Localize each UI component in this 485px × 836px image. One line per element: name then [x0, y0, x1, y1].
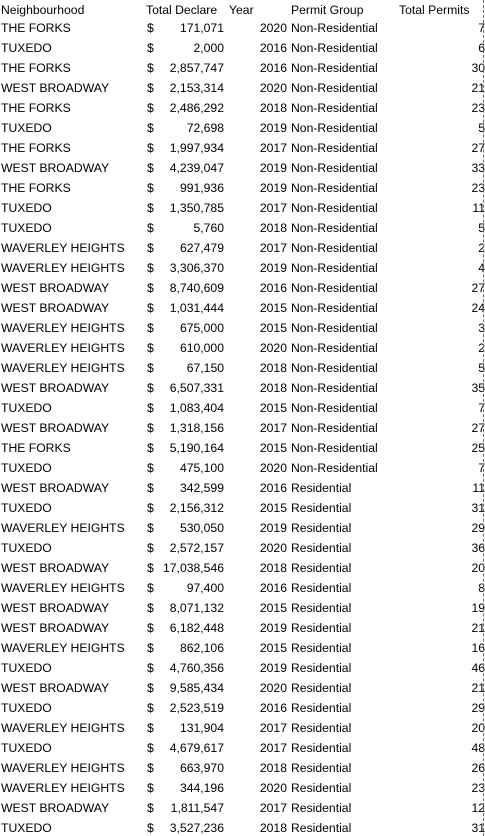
cell-year[interactable]: 2019 [259, 521, 287, 535]
cell-total-declared[interactable]: 5,760 [193, 221, 224, 235]
cell-neighbourhood[interactable]: WEST BROADWAY [1, 281, 110, 295]
cell-permit-group[interactable]: Residential [291, 501, 352, 515]
cell-currency-symbol[interactable]: $ [147, 261, 154, 275]
cell-permit-group[interactable]: Residential [291, 661, 352, 675]
cell-year[interactable]: 2015 [259, 641, 287, 655]
cell-currency-symbol[interactable]: $ [147, 41, 154, 55]
cell-currency-symbol[interactable]: $ [147, 181, 154, 195]
cell-permit-group[interactable]: Residential [291, 621, 352, 635]
table-row [0, 218, 485, 238]
cell-neighbourhood[interactable]: WAVERLEY HEIGHTS [1, 261, 125, 275]
cell-permit-group[interactable]: Residential [291, 781, 352, 795]
cell-neighbourhood[interactable]: WAVERLEY HEIGHTS [1, 241, 125, 255]
cell-neighbourhood[interactable]: TUXEDO [1, 541, 52, 555]
cell-permit-group[interactable]: Residential [291, 521, 352, 535]
cell-year[interactable]: 2017 [259, 141, 287, 155]
table-row [0, 238, 485, 258]
cell-permit-group[interactable]: Non-Residential [291, 341, 378, 355]
cell-total-permits[interactable]: 7 [478, 401, 485, 415]
cell-neighbourhood[interactable]: WAVERLEY HEIGHTS [1, 321, 125, 335]
cell-year[interactable]: 2015 [259, 601, 287, 615]
cell-total-permits[interactable]: 6 [478, 41, 485, 55]
cell-neighbourhood[interactable]: THE FORKS [1, 181, 71, 195]
table-row [0, 278, 485, 298]
cell-year[interactable]: 2017 [259, 741, 287, 755]
cell-total-permits[interactable]: 2 [478, 341, 485, 355]
cell-year[interactable]: 2015 [259, 301, 287, 315]
cell-total-permits[interactable]: 27 [471, 281, 485, 295]
table-row [0, 598, 485, 618]
cell-year[interactable]: 2018 [259, 381, 287, 395]
cell-permit-group[interactable]: Non-Residential [291, 101, 378, 115]
cell-currency-symbol[interactable]: $ [147, 821, 154, 835]
cell-total-declared[interactable]: 8,740,609 [169, 281, 224, 295]
cell-permit-group[interactable]: Non-Residential [291, 61, 378, 75]
table-row [0, 798, 485, 818]
cell-total-declared[interactable]: 6,507,331 [169, 381, 224, 395]
cell-currency-symbol[interactable]: $ [147, 141, 154, 155]
cell-year[interactable]: 2016 [259, 61, 287, 75]
cell-neighbourhood[interactable]: TUXEDO [1, 661, 52, 675]
cell-neighbourhood[interactable]: WEST BROADWAY [1, 621, 110, 635]
header-total-permits[interactable]: Total Permits [399, 3, 470, 17]
cell-currency-symbol[interactable]: $ [147, 121, 154, 135]
cell-year[interactable]: 2015 [259, 401, 287, 415]
cell-total-declared[interactable]: 2,523,519 [169, 701, 224, 715]
cell-total-permits[interactable]: 21 [471, 81, 485, 95]
table-row [0, 538, 485, 558]
cell-permit-group[interactable]: Residential [291, 601, 352, 615]
cell-total-declared[interactable]: 2,156,312 [169, 501, 224, 515]
cell-total-declared[interactable]: 1,031,444 [169, 301, 224, 315]
cell-currency-symbol[interactable]: $ [147, 301, 154, 315]
cell-year[interactable]: 2020 [259, 781, 287, 795]
cell-year[interactable]: 2019 [259, 181, 287, 195]
cell-neighbourhood[interactable]: TUXEDO [1, 201, 52, 215]
cell-currency-symbol[interactable]: $ [147, 661, 154, 675]
cell-total-declared[interactable]: 675,000 [179, 321, 224, 335]
cell-total-declared[interactable]: 1,318,156 [169, 421, 224, 435]
table-row [0, 258, 485, 278]
cell-neighbourhood[interactable]: WAVERLEY HEIGHTS [1, 581, 125, 595]
cell-currency-symbol[interactable]: $ [147, 561, 154, 575]
cell-year[interactable]: 2018 [259, 561, 287, 575]
header-total-declared[interactable]: Total Declare [146, 3, 218, 17]
cell-total-permits[interactable]: 25 [471, 441, 485, 455]
cell-total-permits[interactable]: 23 [471, 181, 485, 195]
cell-permit-group[interactable]: Residential [291, 701, 352, 715]
cell-neighbourhood[interactable]: WEST BROADWAY [1, 601, 110, 615]
table-row [0, 318, 485, 338]
cell-currency-symbol[interactable]: $ [147, 221, 154, 235]
cell-neighbourhood[interactable]: WAVERLEY HEIGHTS [1, 781, 125, 795]
cell-year[interactable]: 2019 [259, 161, 287, 175]
table-row [0, 398, 485, 418]
cell-year[interactable]: 2016 [259, 281, 287, 295]
cell-total-declared[interactable]: 663,970 [179, 761, 224, 775]
table-row [0, 618, 485, 638]
cell-permit-group[interactable]: Residential [291, 801, 352, 815]
table-row [0, 678, 485, 698]
cell-total-declared[interactable]: 131,904 [179, 721, 224, 735]
cell-currency-symbol[interactable]: $ [147, 741, 154, 755]
cell-total-declared[interactable]: 67,150 [186, 361, 224, 375]
table-row [0, 198, 485, 218]
cell-currency-symbol[interactable]: $ [147, 241, 154, 255]
cell-total-permits[interactable]: 11 [472, 481, 485, 495]
cell-permit-group[interactable]: Residential [291, 721, 352, 735]
cell-currency-symbol[interactable]: $ [147, 501, 154, 515]
table-row [0, 358, 485, 378]
cell-total-declared[interactable]: 2,000 [193, 41, 224, 55]
cell-total-permits[interactable]: 16 [471, 641, 485, 655]
table-row [0, 438, 485, 458]
cell-total-declared[interactable]: 1,811,547 [170, 801, 224, 815]
cell-currency-symbol[interactable]: $ [147, 621, 154, 635]
cell-total-permits[interactable]: 30 [471, 61, 485, 75]
table-row [0, 78, 485, 98]
cell-permit-group[interactable]: Residential [291, 821, 352, 835]
cell-year[interactable]: 2016 [259, 481, 287, 495]
cell-neighbourhood[interactable]: WAVERLEY HEIGHTS [1, 341, 125, 355]
cell-total-permits[interactable]: 12 [471, 801, 485, 815]
cell-currency-symbol[interactable]: $ [147, 701, 154, 715]
table-row [0, 38, 485, 58]
cell-total-permits[interactable]: 31 [471, 501, 485, 515]
cell-total-declared[interactable]: 97,400 [186, 581, 224, 595]
cell-currency-symbol[interactable]: $ [147, 721, 154, 735]
cell-total-declared[interactable]: 1,350,785 [169, 201, 224, 215]
table-row [0, 58, 485, 78]
cell-total-declared[interactable]: 4,239,047 [169, 161, 224, 175]
cell-currency-symbol[interactable]: $ [147, 481, 154, 495]
cell-total-permits[interactable]: 7 [478, 461, 485, 475]
cell-currency-symbol[interactable]: $ [147, 361, 154, 375]
cell-total-declared[interactable]: 3,306,370 [169, 261, 224, 275]
table-row [0, 118, 485, 138]
cell-neighbourhood[interactable]: WEST BROADWAY [1, 161, 110, 175]
cell-total-permits[interactable]: 11 [472, 201, 485, 215]
cell-permit-group[interactable]: Residential [291, 581, 352, 595]
cell-permit-group[interactable]: Non-Residential [291, 461, 378, 475]
cell-total-permits[interactable]: 4 [478, 261, 485, 275]
cell-total-permits[interactable]: 23 [471, 101, 485, 115]
cell-permit-group[interactable]: Residential [291, 741, 352, 755]
cell-total-declared[interactable]: 2,857,747 [169, 61, 224, 75]
cell-neighbourhood[interactable]: TUXEDO [1, 41, 52, 55]
cell-total-declared[interactable]: 342,599 [179, 481, 224, 495]
cell-neighbourhood[interactable]: THE FORKS [1, 441, 71, 455]
cell-total-permits[interactable]: 23 [471, 781, 485, 795]
table-row [0, 458, 485, 478]
cell-total-permits[interactable]: 21 [471, 681, 485, 695]
cell-total-permits[interactable]: 31 [471, 821, 485, 835]
cell-year[interactable]: 2015 [259, 501, 287, 515]
header-neighbourhood[interactable]: Neighbourhood [1, 3, 85, 17]
cell-total-declared[interactable]: 171,071 [179, 21, 224, 35]
cell-permit-group[interactable]: Non-Residential [291, 321, 378, 335]
cell-currency-symbol[interactable]: $ [147, 801, 154, 815]
cell-year[interactable]: 2018 [259, 101, 287, 115]
cell-permit-group[interactable]: Residential [291, 761, 352, 775]
cell-total-declared[interactable]: 2,486,292 [169, 101, 224, 115]
table-row [0, 138, 485, 158]
cell-neighbourhood[interactable]: THE FORKS [1, 101, 71, 115]
cell-neighbourhood[interactable]: TUXEDO [1, 461, 52, 475]
cell-year[interactable]: 2019 [259, 121, 287, 135]
cell-year[interactable]: 2020 [259, 461, 287, 475]
cell-neighbourhood[interactable]: TUXEDO [1, 821, 52, 835]
cell-neighbourhood[interactable]: TUXEDO [1, 401, 52, 415]
table-row [0, 18, 485, 38]
table-row [0, 158, 485, 178]
table-row [0, 638, 485, 658]
cell-neighbourhood[interactable]: THE FORKS [1, 141, 71, 155]
cell-permit-group[interactable]: Non-Residential [291, 201, 378, 215]
cell-year[interactable]: 2019 [259, 621, 287, 635]
cell-currency-symbol[interactable]: $ [147, 461, 154, 475]
cell-total-permits[interactable]: 7 [478, 21, 485, 35]
cell-total-permits[interactable]: 3 [478, 321, 485, 335]
cell-permit-group[interactable]: Non-Residential [291, 81, 378, 95]
cell-neighbourhood[interactable]: TUXEDO [1, 501, 52, 515]
cell-year[interactable]: 2017 [259, 421, 287, 435]
cell-total-declared[interactable]: 1,083,404 [169, 401, 224, 415]
cell-currency-symbol[interactable]: $ [147, 101, 154, 115]
table-row [0, 518, 485, 538]
table-row [0, 338, 485, 358]
cell-permit-group[interactable]: Non-Residential [291, 401, 378, 415]
cell-total-declared[interactable]: 9,585,434 [169, 681, 224, 695]
cell-year[interactable]: 2017 [259, 801, 287, 815]
cell-currency-symbol[interactable]: $ [147, 201, 154, 215]
cell-permit-group[interactable]: Non-Residential [291, 21, 378, 35]
header-row [0, 0, 485, 20]
cell-year[interactable]: 2020 [259, 21, 287, 35]
cell-currency-symbol[interactable]: $ [147, 341, 154, 355]
cell-total-permits[interactable]: 29 [471, 521, 485, 535]
cell-permit-group[interactable]: Non-Residential [291, 281, 378, 295]
header-year[interactable]: Year [229, 3, 254, 17]
cell-permit-group[interactable]: Non-Residential [291, 361, 378, 375]
cell-currency-symbol[interactable]: $ [147, 281, 154, 295]
cell-total-declared[interactable]: 4,679,617 [169, 741, 224, 755]
cell-currency-symbol[interactable]: $ [147, 601, 154, 615]
table-row [0, 658, 485, 678]
cell-neighbourhood[interactable]: TUXEDO [1, 701, 52, 715]
table-row [0, 718, 485, 738]
cell-year[interactable]: 2020 [259, 81, 287, 95]
cell-currency-symbol[interactable]: $ [147, 441, 154, 455]
cell-year[interactable]: 2015 [259, 441, 287, 455]
cell-currency-symbol[interactable]: $ [147, 81, 154, 95]
cell-total-permits[interactable]: 21 [471, 621, 485, 635]
cell-currency-symbol[interactable]: $ [147, 321, 154, 335]
cell-year[interactable]: 2017 [259, 721, 287, 735]
cell-total-declared[interactable]: 475,100 [179, 461, 224, 475]
cell-year[interactable]: 2019 [259, 661, 287, 675]
cell-neighbourhood[interactable]: THE FORKS [1, 61, 71, 75]
cell-total-permits[interactable]: 36 [471, 541, 485, 555]
cell-year[interactable]: 2020 [259, 681, 287, 695]
cell-permit-group[interactable]: Non-Residential [291, 41, 378, 55]
cell-neighbourhood[interactable]: WEST BROADWAY [1, 561, 110, 575]
cell-neighbourhood[interactable]: WEST BROADWAY [1, 81, 110, 95]
cell-currency-symbol[interactable]: $ [147, 521, 154, 535]
cell-neighbourhood[interactable]: WEST BROADWAY [1, 301, 110, 315]
cell-permit-group[interactable]: Residential [291, 541, 352, 555]
cell-currency-symbol[interactable]: $ [147, 541, 154, 555]
cell-total-permits[interactable]: 5 [478, 121, 485, 135]
cell-year[interactable]: 2016 [259, 41, 287, 55]
cell-total-declared[interactable]: 8,071,132 [169, 601, 224, 615]
cell-total-permits[interactable]: 27 [471, 421, 485, 435]
cell-year[interactable]: 2016 [259, 701, 287, 715]
cell-total-declared[interactable]: 610,000 [179, 341, 224, 355]
table-row [0, 298, 485, 318]
table-row [0, 738, 485, 758]
cell-year[interactable]: 2020 [259, 541, 287, 555]
cell-total-permits[interactable]: 2 [478, 241, 485, 255]
table-row [0, 698, 485, 718]
cell-permit-group[interactable]: Non-Residential [291, 261, 378, 275]
table-row [0, 478, 485, 498]
cell-year[interactable]: 2018 [259, 221, 287, 235]
cell-permit-group[interactable]: Residential [291, 641, 352, 655]
cell-total-permits[interactable]: 20 [471, 721, 485, 735]
cell-permit-group[interactable]: Non-Residential [291, 121, 378, 135]
cell-currency-symbol[interactable]: $ [147, 381, 154, 395]
cell-neighbourhood[interactable]: THE FORKS [1, 21, 71, 35]
cell-year[interactable]: 2017 [259, 241, 287, 255]
cell-year[interactable]: 2020 [259, 341, 287, 355]
cell-year[interactable]: 2019 [259, 261, 287, 275]
cell-currency-symbol[interactable]: $ [147, 21, 154, 35]
cell-neighbourhood[interactable]: WEST BROADWAY [1, 681, 110, 695]
cell-total-permits[interactable]: 5 [478, 361, 485, 375]
cell-neighbourhood[interactable]: TUXEDO [1, 741, 52, 755]
cell-currency-symbol[interactable]: $ [147, 581, 154, 595]
table-row [0, 558, 485, 578]
cell-neighbourhood[interactable]: WEST BROADWAY [1, 481, 110, 495]
cell-total-declared[interactable]: 6,182,448 [169, 621, 224, 635]
cell-permit-group[interactable]: Non-Residential [291, 161, 378, 175]
table-row [0, 578, 485, 598]
cell-total-declared[interactable]: 2,572,157 [169, 541, 224, 555]
cell-total-permits[interactable]: 24 [471, 301, 485, 315]
cell-permit-group[interactable]: Residential [291, 481, 352, 495]
table-row [0, 498, 485, 518]
cell-currency-symbol[interactable]: $ [147, 781, 154, 795]
cell-currency-symbol[interactable]: $ [147, 401, 154, 415]
cell-total-declared[interactable]: 344,196 [179, 781, 224, 795]
cell-year[interactable]: 2016 [259, 581, 287, 595]
cell-total-permits[interactable]: 48 [471, 741, 485, 755]
cell-total-declared[interactable]: 530,050 [179, 521, 224, 535]
cell-total-permits[interactable]: 29 [471, 701, 485, 715]
cell-year[interactable]: 2018 [259, 761, 287, 775]
cell-neighbourhood[interactable]: TUXEDO [1, 121, 52, 135]
table-row [0, 818, 485, 836]
cell-total-permits[interactable]: 26 [471, 761, 485, 775]
cell-year[interactable]: 2018 [259, 361, 287, 375]
cell-neighbourhood[interactable]: WAVERLEY HEIGHTS [1, 521, 125, 535]
cell-neighbourhood[interactable]: WAVERLEY HEIGHTS [1, 761, 125, 775]
cell-total-declared[interactable]: 862,106 [179, 641, 224, 655]
cell-total-declared[interactable]: 72,698 [186, 121, 224, 135]
cell-currency-symbol[interactable]: $ [147, 641, 154, 655]
table-row [0, 98, 485, 118]
cell-permit-group[interactable]: Non-Residential [291, 301, 378, 315]
cell-neighbourhood[interactable]: WAVERLEY HEIGHTS [1, 361, 125, 375]
cell-permit-group[interactable]: Non-Residential [291, 441, 378, 455]
cell-permit-group[interactable]: Non-Residential [291, 221, 378, 235]
cell-permit-group[interactable]: Residential [291, 681, 352, 695]
cell-neighbourhood[interactable]: WEST BROADWAY [1, 381, 110, 395]
cell-year[interactable]: 2018 [259, 821, 287, 835]
cell-total-permits[interactable]: 20 [471, 561, 485, 575]
cell-neighbourhood[interactable]: WAVERLEY HEIGHTS [1, 721, 125, 735]
cell-total-declared[interactable]: 2,153,314 [169, 81, 224, 95]
cell-currency-symbol[interactable]: $ [147, 421, 154, 435]
cell-total-declared[interactable]: 991,936 [179, 181, 224, 195]
cell-permit-group[interactable]: Non-Residential [291, 181, 378, 195]
cell-permit-group[interactable]: Non-Residential [291, 141, 378, 155]
cell-year[interactable]: 2017 [259, 201, 287, 215]
cell-total-declared[interactable]: 17,038,546 [163, 561, 224, 575]
cell-total-declared[interactable]: 627,479 [179, 241, 224, 255]
cell-permit-group[interactable]: Non-Residential [291, 421, 378, 435]
cell-currency-symbol[interactable]: $ [147, 761, 154, 775]
cell-total-permits[interactable]: 27 [471, 141, 485, 155]
cell-year[interactable]: 2015 [259, 321, 287, 335]
header-permit-group[interactable]: Permit Group [291, 3, 364, 17]
cell-total-permits[interactable]: 35 [471, 381, 485, 395]
cell-neighbourhood[interactable]: WAVERLEY HEIGHTS [1, 641, 125, 655]
table-row [0, 758, 485, 778]
cell-permit-group[interactable]: Non-Residential [291, 241, 378, 255]
cell-currency-symbol[interactable]: $ [147, 61, 154, 75]
cell-currency-symbol[interactable]: $ [147, 161, 154, 175]
cell-neighbourhood[interactable]: WEST BROADWAY [1, 801, 110, 815]
cell-total-permits[interactable]: 46 [471, 661, 485, 675]
cell-permit-group[interactable]: Non-Residential [291, 381, 378, 395]
cell-total-declared[interactable]: 5,190,164 [169, 441, 224, 455]
cell-total-declared[interactable]: 3,527,236 [169, 821, 224, 835]
cell-total-permits[interactable]: 19 [471, 601, 485, 615]
cell-total-declared[interactable]: 4,760,356 [169, 661, 224, 675]
table-row [0, 418, 485, 438]
column-boundary-dashed [483, 0, 484, 836]
cell-neighbourhood[interactable]: WEST BROADWAY [1, 421, 110, 435]
cell-total-permits[interactable]: 8 [478, 581, 485, 595]
cell-total-declared[interactable]: 1,997,934 [169, 141, 224, 155]
table-row [0, 178, 485, 198]
cell-total-permits[interactable]: 5 [478, 221, 485, 235]
cell-total-permits[interactable]: 33 [471, 161, 485, 175]
cell-currency-symbol[interactable]: $ [147, 681, 154, 695]
table-row [0, 778, 485, 798]
table-row [0, 378, 485, 398]
cell-permit-group[interactable]: Residential [291, 561, 352, 575]
cell-neighbourhood[interactable]: TUXEDO [1, 221, 52, 235]
